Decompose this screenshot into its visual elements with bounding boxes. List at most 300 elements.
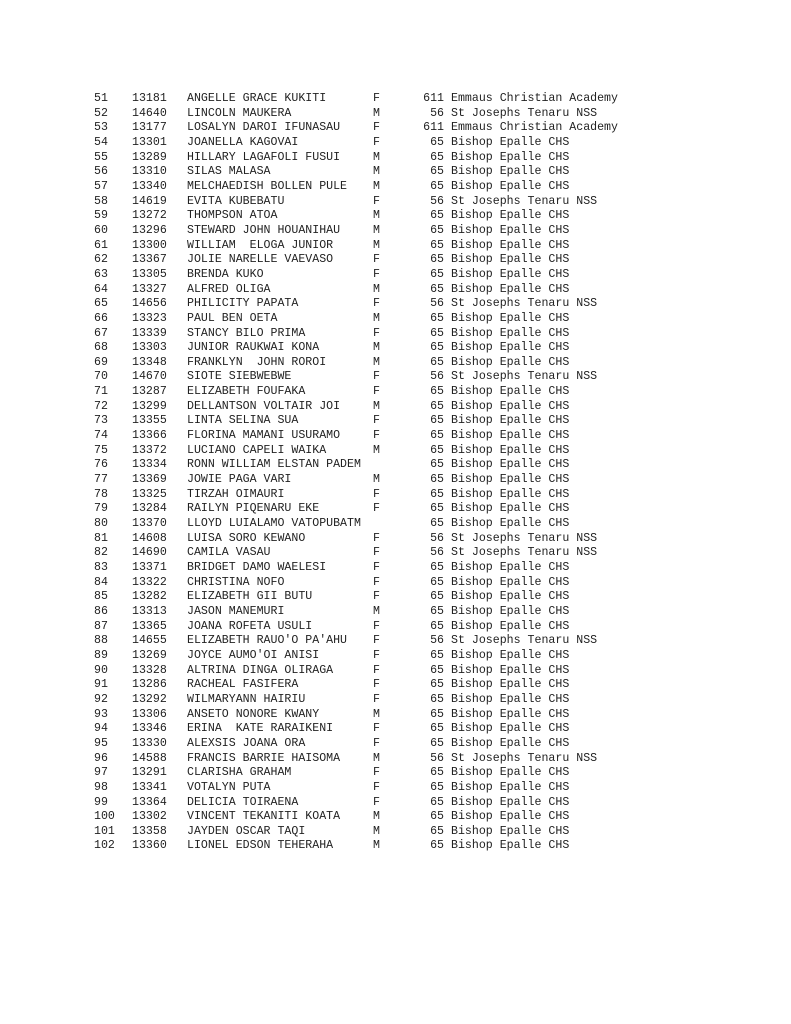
school-code: 65	[430, 502, 444, 516]
table-row	[0, 678, 791, 693]
table-row	[0, 283, 791, 298]
school-name: St Josephs Tenaru NSS	[451, 546, 598, 560]
student-id: 13323	[132, 311, 167, 325]
student-name: FRANCIS BARRIE HAISOMA	[187, 751, 341, 765]
table-row	[0, 664, 791, 679]
student-list	[0, 92, 791, 854]
school-code: 56	[430, 531, 444, 545]
school-name: Bishop Epalle CHS	[451, 502, 570, 516]
school-code: 65	[430, 150, 444, 164]
student-name: ANGELLE GRACE KUKITI	[187, 92, 327, 105]
student-name: ALEXSIS JOANA ORA	[187, 736, 306, 750]
student-id: 13292	[132, 692, 167, 706]
school-name: Bishop Epalle CHS	[451, 135, 570, 149]
school-name: Bishop Epalle CHS	[451, 795, 570, 809]
student-name: FLORINA MAMANI USURAMO	[187, 429, 341, 443]
table-row	[0, 312, 791, 327]
student-sex: F	[373, 634, 380, 648]
row-number: 89	[94, 648, 108, 662]
student-sex: M	[373, 824, 380, 838]
row-number: 101	[94, 824, 115, 838]
school-code: 65	[430, 517, 444, 531]
student-sex: F	[373, 385, 380, 399]
student-name: DELLANTSON VOLTAIR JOI	[187, 399, 341, 413]
school-code: 65	[430, 780, 444, 794]
table-row	[0, 458, 791, 473]
school-name: Bishop Epalle CHS	[451, 692, 570, 706]
student-id: 13369	[132, 473, 167, 487]
student-sex: F	[373, 619, 380, 633]
student-id: 13330	[132, 736, 167, 750]
table-row	[0, 590, 791, 605]
school-code: 65	[430, 135, 444, 149]
student-name: DELICIA TOIRAENA	[187, 795, 299, 809]
student-name: LIONEL EDSON TEHERAHA	[187, 839, 334, 853]
school-name: Bishop Epalle CHS	[451, 575, 570, 589]
row-number: 57	[94, 179, 108, 193]
table-row	[0, 180, 791, 195]
row-number: 63	[94, 267, 108, 281]
student-name: RONN WILLIAM ELSTAN PADEM	[187, 458, 361, 472]
school-code: 65	[430, 209, 444, 223]
student-name: MELCHAEDISH BOLLEN PULE	[187, 179, 348, 193]
student-id: 14608	[132, 531, 167, 545]
table-row	[0, 708, 791, 723]
school-name: Bishop Epalle CHS	[451, 590, 570, 604]
student-name: BRIDGET DAMO WAELESI	[187, 561, 327, 574]
student-id: 13325	[132, 487, 167, 501]
row-number: 74	[94, 429, 108, 443]
student-id: 13372	[132, 443, 167, 457]
school-name: Bishop Epalle CHS	[451, 267, 570, 281]
table-row	[0, 224, 791, 239]
school-code: 65	[430, 810, 444, 824]
student-id: 13305	[132, 267, 167, 281]
student-name: RAILYN PIQENARU EKE	[187, 502, 320, 516]
student-name: ANSETO NONORE KWANY	[187, 707, 320, 721]
row-number: 70	[94, 370, 108, 384]
student-sex: F	[373, 429, 380, 443]
student-name: JOLIE NARELLE VAEVASO	[187, 253, 334, 267]
student-id: 13355	[132, 414, 167, 428]
school-name: St Josephs Tenaru NSS	[451, 751, 598, 765]
student-name: JOYCE AUMO'OI ANISI	[187, 648, 320, 662]
student-name: LLOYD LUIALAMO VATOPUBATM	[187, 517, 361, 531]
student-id: 13300	[132, 238, 167, 252]
row-number: 98	[94, 780, 108, 794]
school-code: 65	[430, 604, 444, 618]
student-id: 13371	[132, 561, 167, 574]
school-code: 65	[430, 282, 444, 296]
student-sex: M	[373, 443, 380, 457]
student-name: SIOTE SIEBWEBWE	[187, 370, 292, 384]
school-code: 65	[430, 326, 444, 340]
student-sex: F	[373, 297, 380, 311]
school-name: Bishop Epalle CHS	[451, 209, 570, 223]
school-name: Bishop Epalle CHS	[451, 253, 570, 267]
table-row	[0, 546, 791, 561]
table-row	[0, 649, 791, 664]
row-number: 77	[94, 473, 108, 487]
student-sex: M	[373, 707, 380, 721]
table-row	[0, 488, 791, 503]
school-code: 65	[430, 692, 444, 706]
student-sex: M	[373, 165, 380, 179]
table-row	[0, 473, 791, 488]
school-name: St Josephs Tenaru NSS	[451, 194, 598, 208]
school-name: Bishop Epalle CHS	[451, 165, 570, 179]
row-number: 72	[94, 399, 108, 413]
school-name: St Josephs Tenaru NSS	[451, 531, 598, 545]
student-name: LOSALYN DAROI IFUNASAU	[187, 121, 341, 135]
table-row	[0, 517, 791, 532]
table-row	[0, 825, 791, 840]
student-id: 13296	[132, 223, 167, 237]
student-id: 14655	[132, 634, 167, 648]
student-id: 13286	[132, 678, 167, 692]
student-id: 13322	[132, 575, 167, 589]
table-row	[0, 634, 791, 649]
school-code: 65	[430, 253, 444, 267]
school-name: Bishop Epalle CHS	[451, 619, 570, 633]
school-name: Bishop Epalle CHS	[451, 663, 570, 677]
school-code: 65	[430, 458, 444, 472]
student-id: 13366	[132, 429, 167, 443]
school-code: 65	[430, 663, 444, 677]
student-name: PAUL BEN OETA	[187, 311, 278, 325]
table-row	[0, 151, 791, 166]
school-name: Bishop Epalle CHS	[451, 326, 570, 340]
table-row	[0, 796, 791, 811]
student-name: JAYDEN OSCAR TAQI	[187, 824, 306, 838]
table-row	[0, 136, 791, 151]
school-name: St Josephs Tenaru NSS	[451, 634, 598, 648]
row-number: 100	[94, 810, 115, 824]
student-id: 13365	[132, 619, 167, 633]
school-code: 65	[430, 341, 444, 355]
school-code: 56	[430, 751, 444, 765]
student-sex: F	[373, 663, 380, 677]
student-sex: F	[373, 766, 380, 780]
student-sex: F	[373, 253, 380, 267]
student-id: 13341	[132, 780, 167, 794]
school-code: 65	[430, 561, 444, 574]
table-row	[0, 722, 791, 737]
row-number: 64	[94, 282, 108, 296]
student-sex: F	[373, 531, 380, 545]
school-code: 65	[430, 487, 444, 501]
student-sex: F	[373, 502, 380, 516]
school-code: 56	[430, 297, 444, 311]
row-number: 60	[94, 223, 108, 237]
student-sex: M	[373, 150, 380, 164]
student-id: 13367	[132, 253, 167, 267]
school-name: Bishop Epalle CHS	[451, 282, 570, 296]
table-row	[0, 444, 791, 459]
school-name: Emmaus Christian Academy	[451, 121, 618, 135]
student-name: JOWIE PAGA VARI	[187, 473, 292, 487]
table-row	[0, 239, 791, 254]
student-sex: F	[373, 267, 380, 281]
student-id: 14656	[132, 297, 167, 311]
school-code: 56	[430, 634, 444, 648]
row-number: 94	[94, 722, 108, 736]
student-id: 13313	[132, 604, 167, 618]
table-row	[0, 766, 791, 781]
student-name: STEWARD JOHN HOUANIHAU	[187, 223, 341, 237]
table-row	[0, 532, 791, 547]
student-id: 13303	[132, 341, 167, 355]
row-number: 69	[94, 355, 108, 369]
school-name: Emmaus Christian Academy	[451, 92, 618, 105]
student-id: 13306	[132, 707, 167, 721]
table-row	[0, 165, 791, 180]
student-id: 13272	[132, 209, 167, 223]
school-name: Bishop Epalle CHS	[451, 561, 570, 574]
table-row	[0, 356, 791, 371]
school-code: 65	[430, 839, 444, 853]
school-code: 65	[430, 267, 444, 281]
table-row	[0, 400, 791, 415]
row-number: 97	[94, 766, 108, 780]
student-id: 13302	[132, 810, 167, 824]
student-name: ELIZABETH GII BUTU	[187, 590, 313, 604]
row-number: 96	[94, 751, 108, 765]
row-number: 95	[94, 736, 108, 750]
student-sex: F	[373, 370, 380, 384]
school-code: 65	[430, 590, 444, 604]
school-name: Bishop Epalle CHS	[451, 385, 570, 399]
row-number: 54	[94, 135, 108, 149]
row-number: 67	[94, 326, 108, 340]
row-number: 80	[94, 517, 108, 531]
student-name: SILAS MALASA	[187, 165, 271, 179]
table-row	[0, 121, 791, 136]
school-name: St Josephs Tenaru NSS	[451, 106, 598, 120]
row-number: 99	[94, 795, 108, 809]
student-name: LUISA SORO KEWANO	[187, 531, 306, 545]
row-number: 92	[94, 692, 108, 706]
school-code: 65	[430, 722, 444, 736]
student-id: 13177	[132, 121, 167, 135]
row-number: 76	[94, 458, 108, 472]
student-name: VINCENT TEKANITI KOATA	[187, 810, 341, 824]
student-name: JUNIOR RAUKWAI KONA	[187, 341, 320, 355]
student-id: 13370	[132, 517, 167, 531]
student-name: FRANKLYN JOHN ROROI	[187, 355, 327, 369]
student-name: JOANELLA KAGOVAI	[187, 135, 299, 149]
student-sex: F	[373, 692, 380, 706]
table-row	[0, 107, 791, 122]
school-code: 611	[423, 92, 444, 105]
student-name: WILLIAM ELOGA JUNIOR	[187, 238, 334, 252]
student-sex: M	[373, 179, 380, 193]
student-sex: M	[373, 209, 380, 223]
school-name: St Josephs Tenaru NSS	[451, 297, 598, 311]
table-row	[0, 297, 791, 312]
row-number: 88	[94, 634, 108, 648]
school-name: Bishop Epalle CHS	[451, 179, 570, 193]
school-code: 65	[430, 429, 444, 443]
student-id: 13364	[132, 795, 167, 809]
row-number: 71	[94, 385, 108, 399]
row-number: 65	[94, 297, 108, 311]
student-id: 13328	[132, 663, 167, 677]
school-code: 65	[430, 619, 444, 633]
student-name: BRENDA KUKO	[187, 267, 264, 281]
row-number: 93	[94, 707, 108, 721]
student-name: ELIZABETH FOUFAKA	[187, 385, 306, 399]
school-code: 56	[430, 370, 444, 384]
school-code: 65	[430, 795, 444, 809]
student-sex: M	[373, 238, 380, 252]
student-sex: M	[373, 106, 380, 120]
student-name: LUCIANO CAPELI WAIKA	[187, 443, 327, 457]
student-name: VOTALYN PUTA	[187, 780, 271, 794]
table-row	[0, 781, 791, 796]
school-name: Bishop Epalle CHS	[451, 355, 570, 369]
row-number: 91	[94, 678, 108, 692]
student-sex: M	[373, 604, 380, 618]
student-name: ERINA KATE RARAIKENI	[187, 722, 334, 736]
student-name: RACHEAL FASIFERA	[187, 678, 299, 692]
student-name: WILMARYANN HAIRIU	[187, 692, 306, 706]
student-sex: M	[373, 223, 380, 237]
student-id: 13287	[132, 385, 167, 399]
student-sex: M	[373, 839, 380, 853]
school-code: 65	[430, 473, 444, 487]
student-sex: F	[373, 575, 380, 589]
school-code: 65	[430, 575, 444, 589]
school-name: Bishop Epalle CHS	[451, 341, 570, 355]
student-id: 13284	[132, 502, 167, 516]
school-name: Bishop Epalle CHS	[451, 487, 570, 501]
student-sex: F	[373, 736, 380, 750]
table-row	[0, 209, 791, 224]
student-sex: M	[373, 282, 380, 296]
student-name: CAMILA VASAU	[187, 546, 271, 560]
table-row	[0, 810, 791, 825]
student-id: 13282	[132, 590, 167, 604]
row-number: 85	[94, 590, 108, 604]
school-name: Bishop Epalle CHS	[451, 458, 570, 472]
student-id: 13340	[132, 179, 167, 193]
row-number: 75	[94, 443, 108, 457]
school-name: Bishop Epalle CHS	[451, 150, 570, 164]
student-sex: M	[373, 311, 380, 325]
student-name: CHRISTINA NOFO	[187, 575, 285, 589]
school-code: 65	[430, 179, 444, 193]
student-sex: F	[373, 326, 380, 340]
student-name: ELIZABETH RAUO'O PA'AHU	[187, 634, 348, 648]
row-number: 53	[94, 121, 108, 135]
student-name: JOANA ROFETA USULI	[187, 619, 313, 633]
school-name: Bishop Epalle CHS	[451, 517, 570, 531]
student-sex: M	[373, 751, 380, 765]
row-number: 86	[94, 604, 108, 618]
school-name: St Josephs Tenaru NSS	[451, 370, 598, 384]
school-code: 65	[430, 223, 444, 237]
school-code: 65	[430, 443, 444, 457]
school-code: 65	[430, 311, 444, 325]
student-sex: F	[373, 194, 380, 208]
student-name: HILLARY LAGAFOLI FUSUI	[187, 150, 341, 164]
school-name: Bishop Epalle CHS	[451, 223, 570, 237]
student-sex: F	[373, 795, 380, 809]
school-code: 65	[430, 385, 444, 399]
student-id: 13346	[132, 722, 167, 736]
student-name: CLARISHA GRAHAM	[187, 766, 292, 780]
school-code: 65	[430, 707, 444, 721]
row-number: 83	[94, 561, 108, 574]
student-id: 13358	[132, 824, 167, 838]
student-id: 13339	[132, 326, 167, 340]
table-row	[0, 693, 791, 708]
school-name: Bishop Epalle CHS	[451, 604, 570, 618]
row-number: 79	[94, 502, 108, 516]
student-id: 13289	[132, 150, 167, 164]
student-sex: F	[373, 546, 380, 560]
student-name: ALFRED OLIGA	[187, 282, 271, 296]
student-name: STANCY BILO PRIMA	[187, 326, 306, 340]
school-name: Bishop Epalle CHS	[451, 238, 570, 252]
school-code: 65	[430, 736, 444, 750]
school-code: 56	[430, 106, 444, 120]
student-id: 13301	[132, 135, 167, 149]
student-sex: F	[373, 648, 380, 662]
student-id: 13291	[132, 766, 167, 780]
school-name: Bishop Epalle CHS	[451, 766, 570, 780]
student-id: 13334	[132, 458, 167, 472]
student-sex: F	[373, 135, 380, 149]
row-number: 61	[94, 238, 108, 252]
student-name: PHILICITY PAPATA	[187, 297, 299, 311]
student-sex: F	[373, 561, 380, 574]
student-sex: F	[373, 92, 380, 105]
row-number: 68	[94, 341, 108, 355]
row-number: 87	[94, 619, 108, 633]
student-sex: F	[373, 414, 380, 428]
school-code: 65	[430, 678, 444, 692]
student-sex: M	[373, 355, 380, 369]
student-id: 13327	[132, 282, 167, 296]
table-row	[0, 576, 791, 591]
row-number: 51	[94, 92, 108, 105]
student-sex: M	[373, 473, 380, 487]
school-name: Bishop Epalle CHS	[451, 414, 570, 428]
school-code: 65	[430, 766, 444, 780]
school-code: 611	[423, 121, 444, 135]
school-name: Bishop Epalle CHS	[451, 648, 570, 662]
school-name: Bishop Epalle CHS	[451, 839, 570, 853]
table-row	[0, 502, 791, 517]
table-row	[0, 195, 791, 210]
school-name: Bishop Epalle CHS	[451, 722, 570, 736]
school-code: 65	[430, 238, 444, 252]
student-sex: F	[373, 780, 380, 794]
school-code: 65	[430, 355, 444, 369]
student-name: JASON MANEMURI	[187, 604, 285, 618]
school-name: Bishop Epalle CHS	[451, 311, 570, 325]
table-row	[0, 370, 791, 385]
table-row	[0, 429, 791, 444]
student-id: 14619	[132, 194, 167, 208]
row-number: 102	[94, 839, 115, 853]
table-row	[0, 92, 791, 107]
row-number: 52	[94, 106, 108, 120]
student-id: 14690	[132, 546, 167, 560]
school-name: Bishop Epalle CHS	[451, 824, 570, 838]
